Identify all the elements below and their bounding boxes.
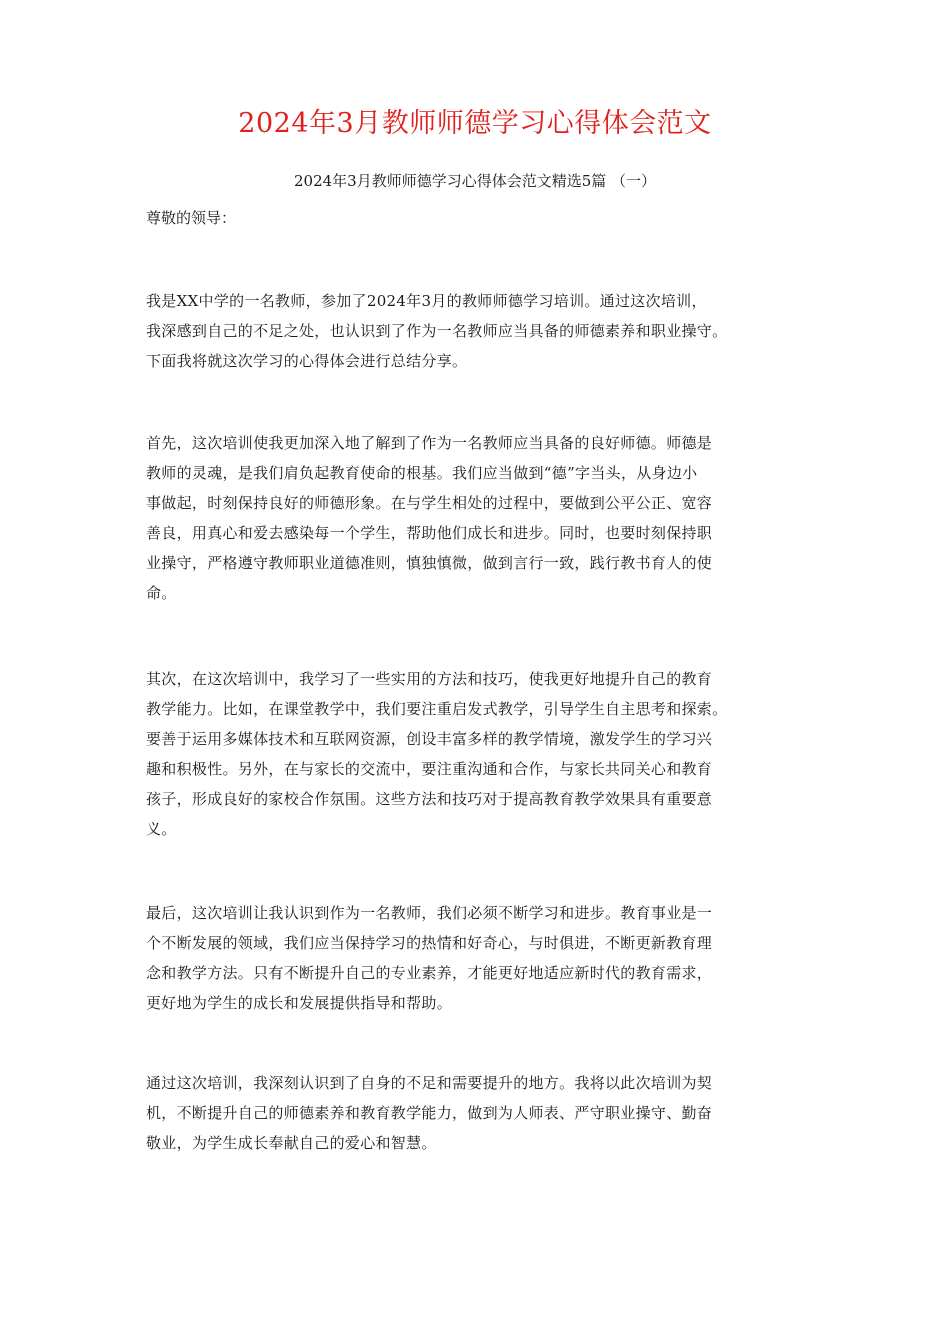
salutation: 尊敬的领导： xyxy=(146,209,237,227)
paragraph-line: 下面我将就这次学习的心得体会进行总结分享。 xyxy=(146,352,468,370)
paragraph-line: 业操守，严格遵守教师职业道德准则，慎独慎微，做到言行一致，践行教书育人的使 xyxy=(146,554,713,572)
paragraph-line: 首先，这次培训使我更加深入地了解到了作为一名教师应当具备的良好师德。师德是 xyxy=(146,434,713,452)
paragraph-line: 个不断发展的领域，我们应当保持学习的热情和好奇心，与时俱进，不断更新教育理 xyxy=(146,934,713,952)
paragraph-intro xyxy=(146,286,826,376)
paragraph-line: 其次，在这次培训中，我学习了一些实用的方法和技巧，使我更好地提升自己的教育 xyxy=(146,670,713,688)
paragraph-line: 机，不断提升自己的师德素养和教育教学能力，做到为人师表、严守职业操守、勤奋 xyxy=(146,1104,713,1122)
paragraph-second xyxy=(146,664,826,844)
paragraph-line: 教学能力。比如，在课堂教学中，我们要注重启发式教学，引导学生自主思考和探索。 xyxy=(146,700,728,718)
paragraph-line: 我深感到自己的不足之处，也认识到了作为一名教师应当具备的师德素养和职业操守。 xyxy=(146,322,728,340)
paragraph-line: 命。 xyxy=(146,584,177,602)
paragraph-line: 更好地为学生的成长和发展提供指导和帮助。 xyxy=(146,994,453,1012)
paragraph-line: 最后，这次培训让我认识到作为一名教师，我们必须不断学习和进步。教育事业是一 xyxy=(146,904,713,922)
paragraph-line: 要善于运用多媒体技术和互联网资源，创设丰富多样的教学情境，激发学生的学习兴 xyxy=(146,730,713,748)
paragraph-conclusion xyxy=(146,1068,826,1158)
paragraph-line: 我是XX中学的一名教师，参加了2024年3月的教师师德学习培训。通过这次培训， xyxy=(146,292,707,310)
paragraph-line: 善良，用真心和爱去感染每一个学生，帮助他们成长和进步。同时，也要时刻保持职 xyxy=(146,524,713,542)
paragraph-line: 通过这次培训，我深刻认识到了自身的不足和需要提升的地方。我将以此次培训为契 xyxy=(146,1074,713,1092)
paragraph-line: 念和教学方法。只有不断提升自己的专业素养，才能更好地适应新时代的教育需求， xyxy=(146,964,713,982)
paragraph-line: 义。 xyxy=(146,820,177,838)
paragraph-first xyxy=(146,428,826,608)
paragraph-third xyxy=(146,898,826,1018)
paragraph-line: 教师的灵魂，是我们肩负起教育使命的根基。我们应当做到“德”字当头，从身边小 xyxy=(146,464,698,482)
document-subtitle: 2024年3月教师师德学习心得体会范文精选5篇 （一） xyxy=(293,172,657,190)
document-title: 2024年3月教师师德学习心得体会范文 xyxy=(238,108,712,139)
paragraph-line: 趣和积极性。另外，在与家长的交流中，要注重沟通和合作，与家长共同关心和教育 xyxy=(146,760,713,778)
paragraph-line: 孩子，形成良好的家校合作氛围。这些方法和技巧对于提高教育教学效果具有重要意 xyxy=(146,790,713,808)
paragraph-line: 事做起，时刻保持良好的师德形象。在与学生相处的过程中，要做到公平公正、宽容 xyxy=(146,494,713,512)
paragraph-line: 敬业，为学生成长奉献自己的爱心和智慧。 xyxy=(146,1134,437,1152)
